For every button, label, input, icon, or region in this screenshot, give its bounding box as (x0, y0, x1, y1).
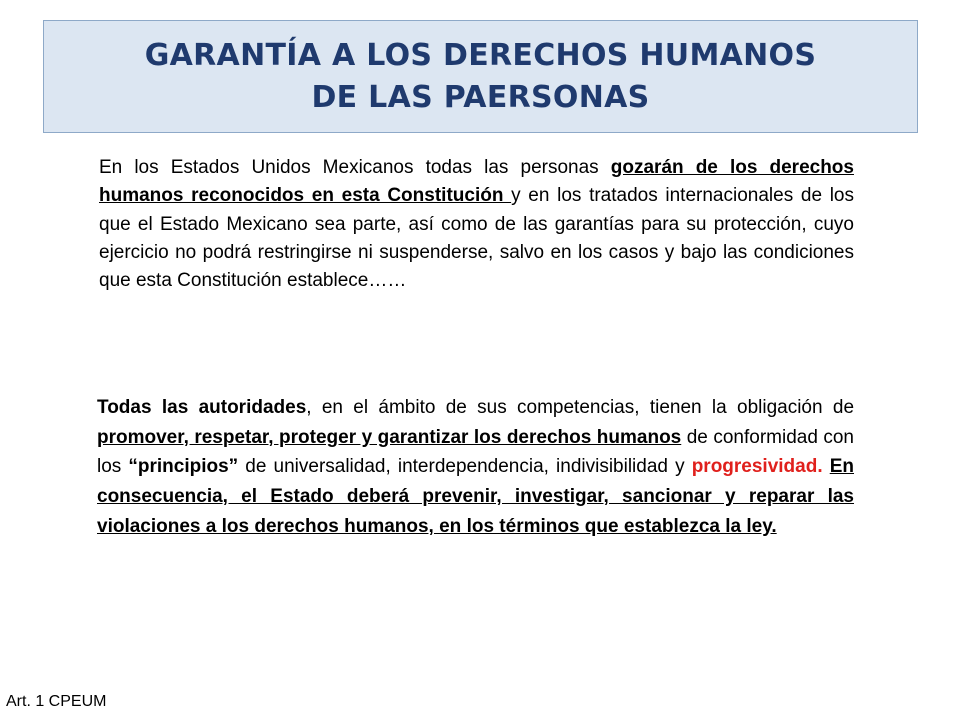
paragraph2-duties: promover, respetar, proteger y garantizar los derechos humanos (97, 426, 682, 448)
paragraph1-intro: En los Estados Unidos Mexicanos todas las personas (99, 157, 611, 178)
paragraph-rights-recognition (99, 154, 854, 295)
paragraph1-rest: y en los tratados internacionales de los que el Estado Mexicano sea parte, así como de las garantías para su protección, cuyo ejercicio no podrá restringirse ni suspenderse, salvo en los casos y bajo las condiciones que esta Constitución establece…… (99, 185, 854, 292)
source-citation: Art. 1 CPEUM (6, 693, 107, 710)
title-line-1: GARANTÍA A LOS DERECHOS HUMANOS (144, 37, 817, 73)
paragraph2-progressivity: progresividad. (691, 456, 823, 478)
paragraph2-text-a: , en el ámbito de sus competencias, tienen la obligación de (306, 397, 855, 418)
paragraph2-space (823, 456, 830, 477)
title-line-2: DE LAS PAERSONAS (311, 79, 650, 115)
paragraph2-principles: “principios” (128, 456, 239, 478)
paragraph-authorities-obligation (97, 393, 854, 542)
paragraph2-text-c: de universalidad, interdependencia, indivisibilidad y (238, 456, 692, 478)
paragraph1-emphasis: gozarán de los derechos humanos reconocidos en esta Constitución (99, 157, 854, 207)
title-banner (43, 20, 918, 133)
paragraph2-text-b: de conformidad con los (97, 426, 855, 478)
paragraph2-lead: Todas las autoridades (97, 397, 307, 418)
paragraph2-conclusion: En consecuencia, el Estado deberá prevenir, investigar, sancionar y reparar las violaciones a los derechos humanos, en los términos que establezca la ley. (97, 456, 854, 537)
